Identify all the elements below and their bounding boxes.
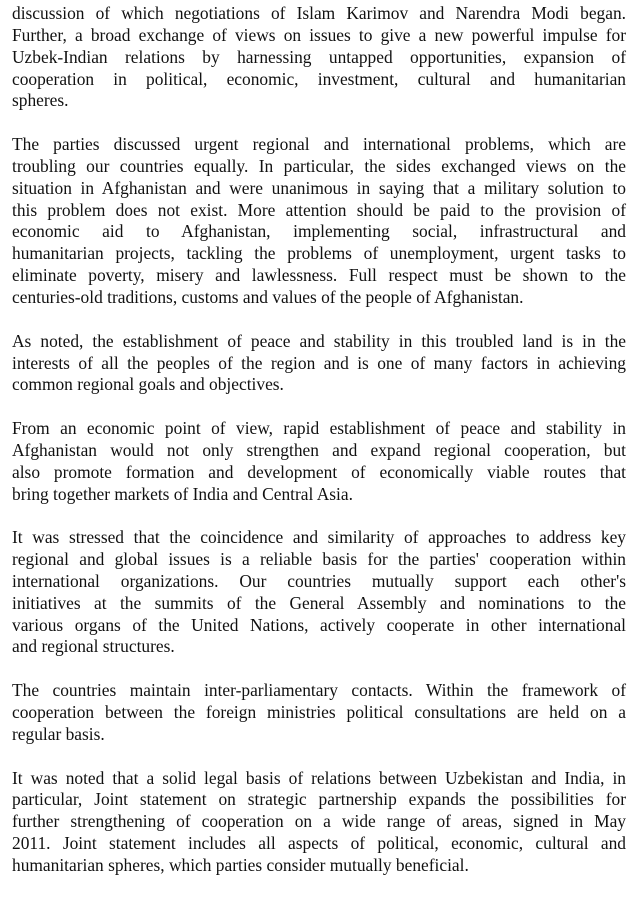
text-line: also promote formation and development of economically viable routes that	[12, 461, 626, 482]
text-line: initiatives at the summits of the General Assembly and nominations to the	[12, 592, 626, 613]
text-line: From an economic point of view, rapid establishment of peace and stability in	[12, 418, 626, 439]
text-line: eliminate poverty, misery and lawlessness. Full respect must be shown to the	[12, 265, 626, 286]
text-line: It was stressed that the coincidence and similarity of approaches to address key	[12, 527, 626, 548]
text-line: 2011. Joint statement includes all aspects of political, economic, cultural and	[12, 833, 626, 854]
text-line: regional and global issues is a reliable basis for the parties' cooperation within	[12, 549, 626, 570]
paragraph-regional-problems	[12, 134, 626, 309]
document-body	[12, 3, 626, 899]
text-line: spheres.	[12, 90, 69, 111]
paragraph-economic-view	[12, 418, 626, 505]
text-line: Uzbek-Indian relations by harnessing untapped opportunities, expansion of	[12, 46, 626, 67]
text-line: cooperation between the foreign ministries political consultations are held on a	[12, 702, 626, 722]
text-line: this problem does not exist. More attention should be paid to the provision of	[12, 199, 626, 220]
text-line: regular basis.	[12, 723, 105, 744]
paragraph-legal-basis	[12, 768, 626, 877]
text-line: The countries maintain inter-parliamentary contacts. Within the framework of	[12, 680, 626, 701]
text-line: and regional structures.	[12, 636, 175, 657]
text-line: economic aid to Afghanistan, implementing social, infrastructural and	[12, 221, 626, 242]
text-line: international organizations. Our countries mutually support each other's	[12, 570, 626, 591]
text-line: discussion of which negotiations of Islam Karimov and Narendra Modi began.	[12, 3, 626, 23]
text-line: The parties discussed urgent regional and international problems, which are	[12, 134, 626, 155]
text-line: cooperation in political, economic, investment, cultural and humanitarian	[12, 68, 626, 89]
paragraph-international-cooperation	[12, 527, 626, 658]
text-line: humanitarian projects, tackling the problems of unemployment, urgent tasks to	[12, 243, 626, 264]
text-line: Afghanistan would not only strengthen and expand regional cooperation, but	[12, 439, 626, 460]
text-line: common regional goals and objectives.	[12, 374, 284, 395]
text-line: bring together markets of India and Central Asia.	[12, 483, 353, 504]
text-line: situation in Afghanistan and were unanimous in saying that a military solution to	[12, 177, 626, 198]
text-line: particular, Joint statement on strategic partnership expands the possibilities for	[12, 789, 626, 810]
paragraph-peace-stability	[12, 331, 626, 397]
text-line: It was noted that a solid legal basis of relations between Uzbekistan and India, in	[12, 767, 626, 788]
paragraph-negotiations	[12, 3, 626, 112]
text-line: interests of all the peoples of the region and is one of many factors in achieving	[12, 352, 626, 373]
text-line: humanitarian spheres, which parties consider mutually beneficial.	[12, 854, 469, 875]
text-line: As noted, the establishment of peace and stability in this troubled land is in the	[12, 330, 626, 351]
text-line: centuries-old traditions, customs and values of the people of Afghanistan.	[12, 286, 524, 307]
text-line: further strengthening of cooperation on a wide range of areas, signed in May	[12, 811, 626, 832]
paragraph-parliamentary-contacts	[12, 680, 626, 746]
text-line: troubling our countries equally. In particular, the sides exchanged views on the	[12, 155, 626, 176]
text-line: various organs of the United Nations, actively cooperate in other international	[12, 614, 626, 635]
text-line: Further, a broad exchange of views on issues to give a new powerful impulse for	[12, 24, 626, 45]
